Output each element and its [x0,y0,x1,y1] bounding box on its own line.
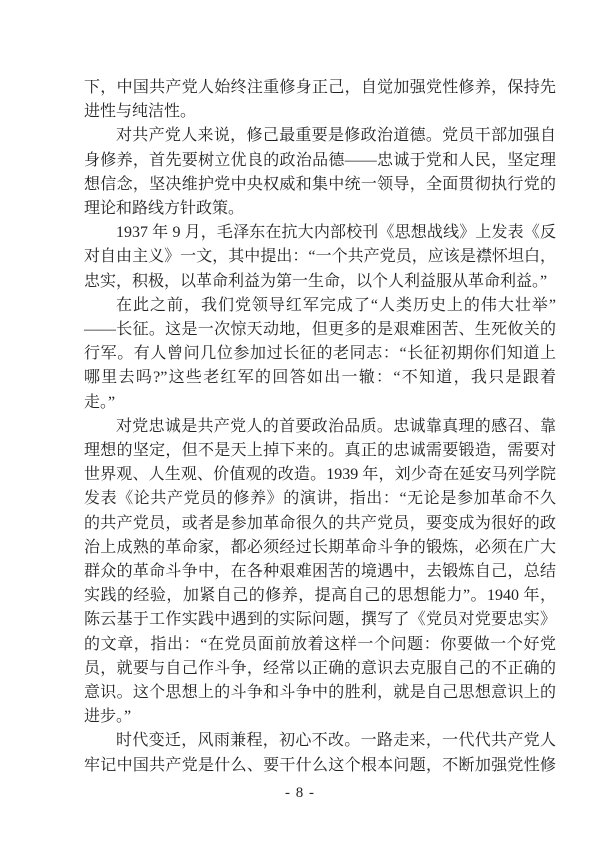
text-line: 1937 年 9 月，毛泽东在抗大内部校刊《思想战线》上发表《反 [116,224,556,242]
text-line: 世界观、人生观、价值观的改造。1939 年，刘少奇在延安马列学院 [84,466,556,484]
document-body [84,76,556,778]
text-line: 行军。有人曾问几位参加过长征的老同志：“长征初期你们知道上 [84,345,556,363]
text-line: 下，中国共产党人始终注重修身正己，自觉加强党性修养，保持先 [84,79,556,96]
page-footer [0,785,600,802]
text-line: 陈云基于工作实践中遇到的实际问题，撰写了《党员对党要忠实》 [84,611,556,629]
text-line: 对共产党人来说，修己最重要是修政治道德。党员干部加强自 [116,127,556,145]
text-line: 发表《论共产党员的修养》的演讲，指出：“无论是参加革命不久 [84,490,556,508]
text-line: 在此之前，我们党领导红军完成了“人类历史上的伟大壮举” [116,296,556,314]
text-line: ——长征。这是一次惊天动地，但更多的是艰难困苦、生死攸关的 [84,321,556,339]
text-line: 忠实，积极，以革命利益为第一生命，以个人利益服从革命利益。” [84,272,548,290]
text-line: 时代变迁，风雨兼程，初心不改。一路走来，一代代共产党人 [116,732,556,750]
text-line: 对党忠诚是共产党人的首要政治品质。忠诚靠真理的感召、靠 [116,417,556,435]
text-line: 牢记中国共产党是什么、要干什么这个根本问题，不断加强党性修 [84,756,556,774]
text-line: 治上成熟的革命家，都必须经过长期革命斗争的锻炼，必须在广大 [84,538,556,556]
text-line: 身修养，首先要树立优良的政治品德——忠诚于党和人民，坚定理 [84,151,556,169]
text-line: 实践的经验，加紧自己的修养，提高自己的思想能力”。1940 年， [84,587,556,605]
text-line: 走。” [84,393,116,411]
text-line: 理论和路线方针政策。 [84,200,245,218]
text-line: 的文章，指出：“在党员面前放着这样一个问题：你要做一个好党 [84,635,556,653]
text-line: 群众的革命斗争中，在各种艰难困苦的境遇中，去锻炼自己，总结 [84,563,556,581]
text-line: 想信念，坚决维护党中央权威和集中统一领导，全面贯彻执行党的 [84,175,556,193]
text-line: 进步。” [84,708,132,726]
text-line: 意识。这个思想上的斗争和斗争中的胜利，就是自己思想意识上的 [84,684,556,702]
text-line: 理想的坚定，但不是天上掉下来的。真正的忠诚需要锻造，需要对 [84,442,556,460]
text-line: 对自由主义》一文，其中提出：“一个共产党员，应该是襟怀坦白， [84,248,556,266]
text-line: 进性与纯洁性。 [84,103,197,121]
text-line: 哪里去吗?”这些老红军的回答如出一辙：“不知道，我只是跟着 [84,369,556,387]
text-line: 员，就要与自己作斗争，经常以正确的意识去克服自己的不正确的 [84,659,556,677]
page-number: - 8 - [285,785,315,801]
text-line: 的共产党员，或者是参加革命很久的共产党员，要变成为很好的政 [84,514,556,532]
